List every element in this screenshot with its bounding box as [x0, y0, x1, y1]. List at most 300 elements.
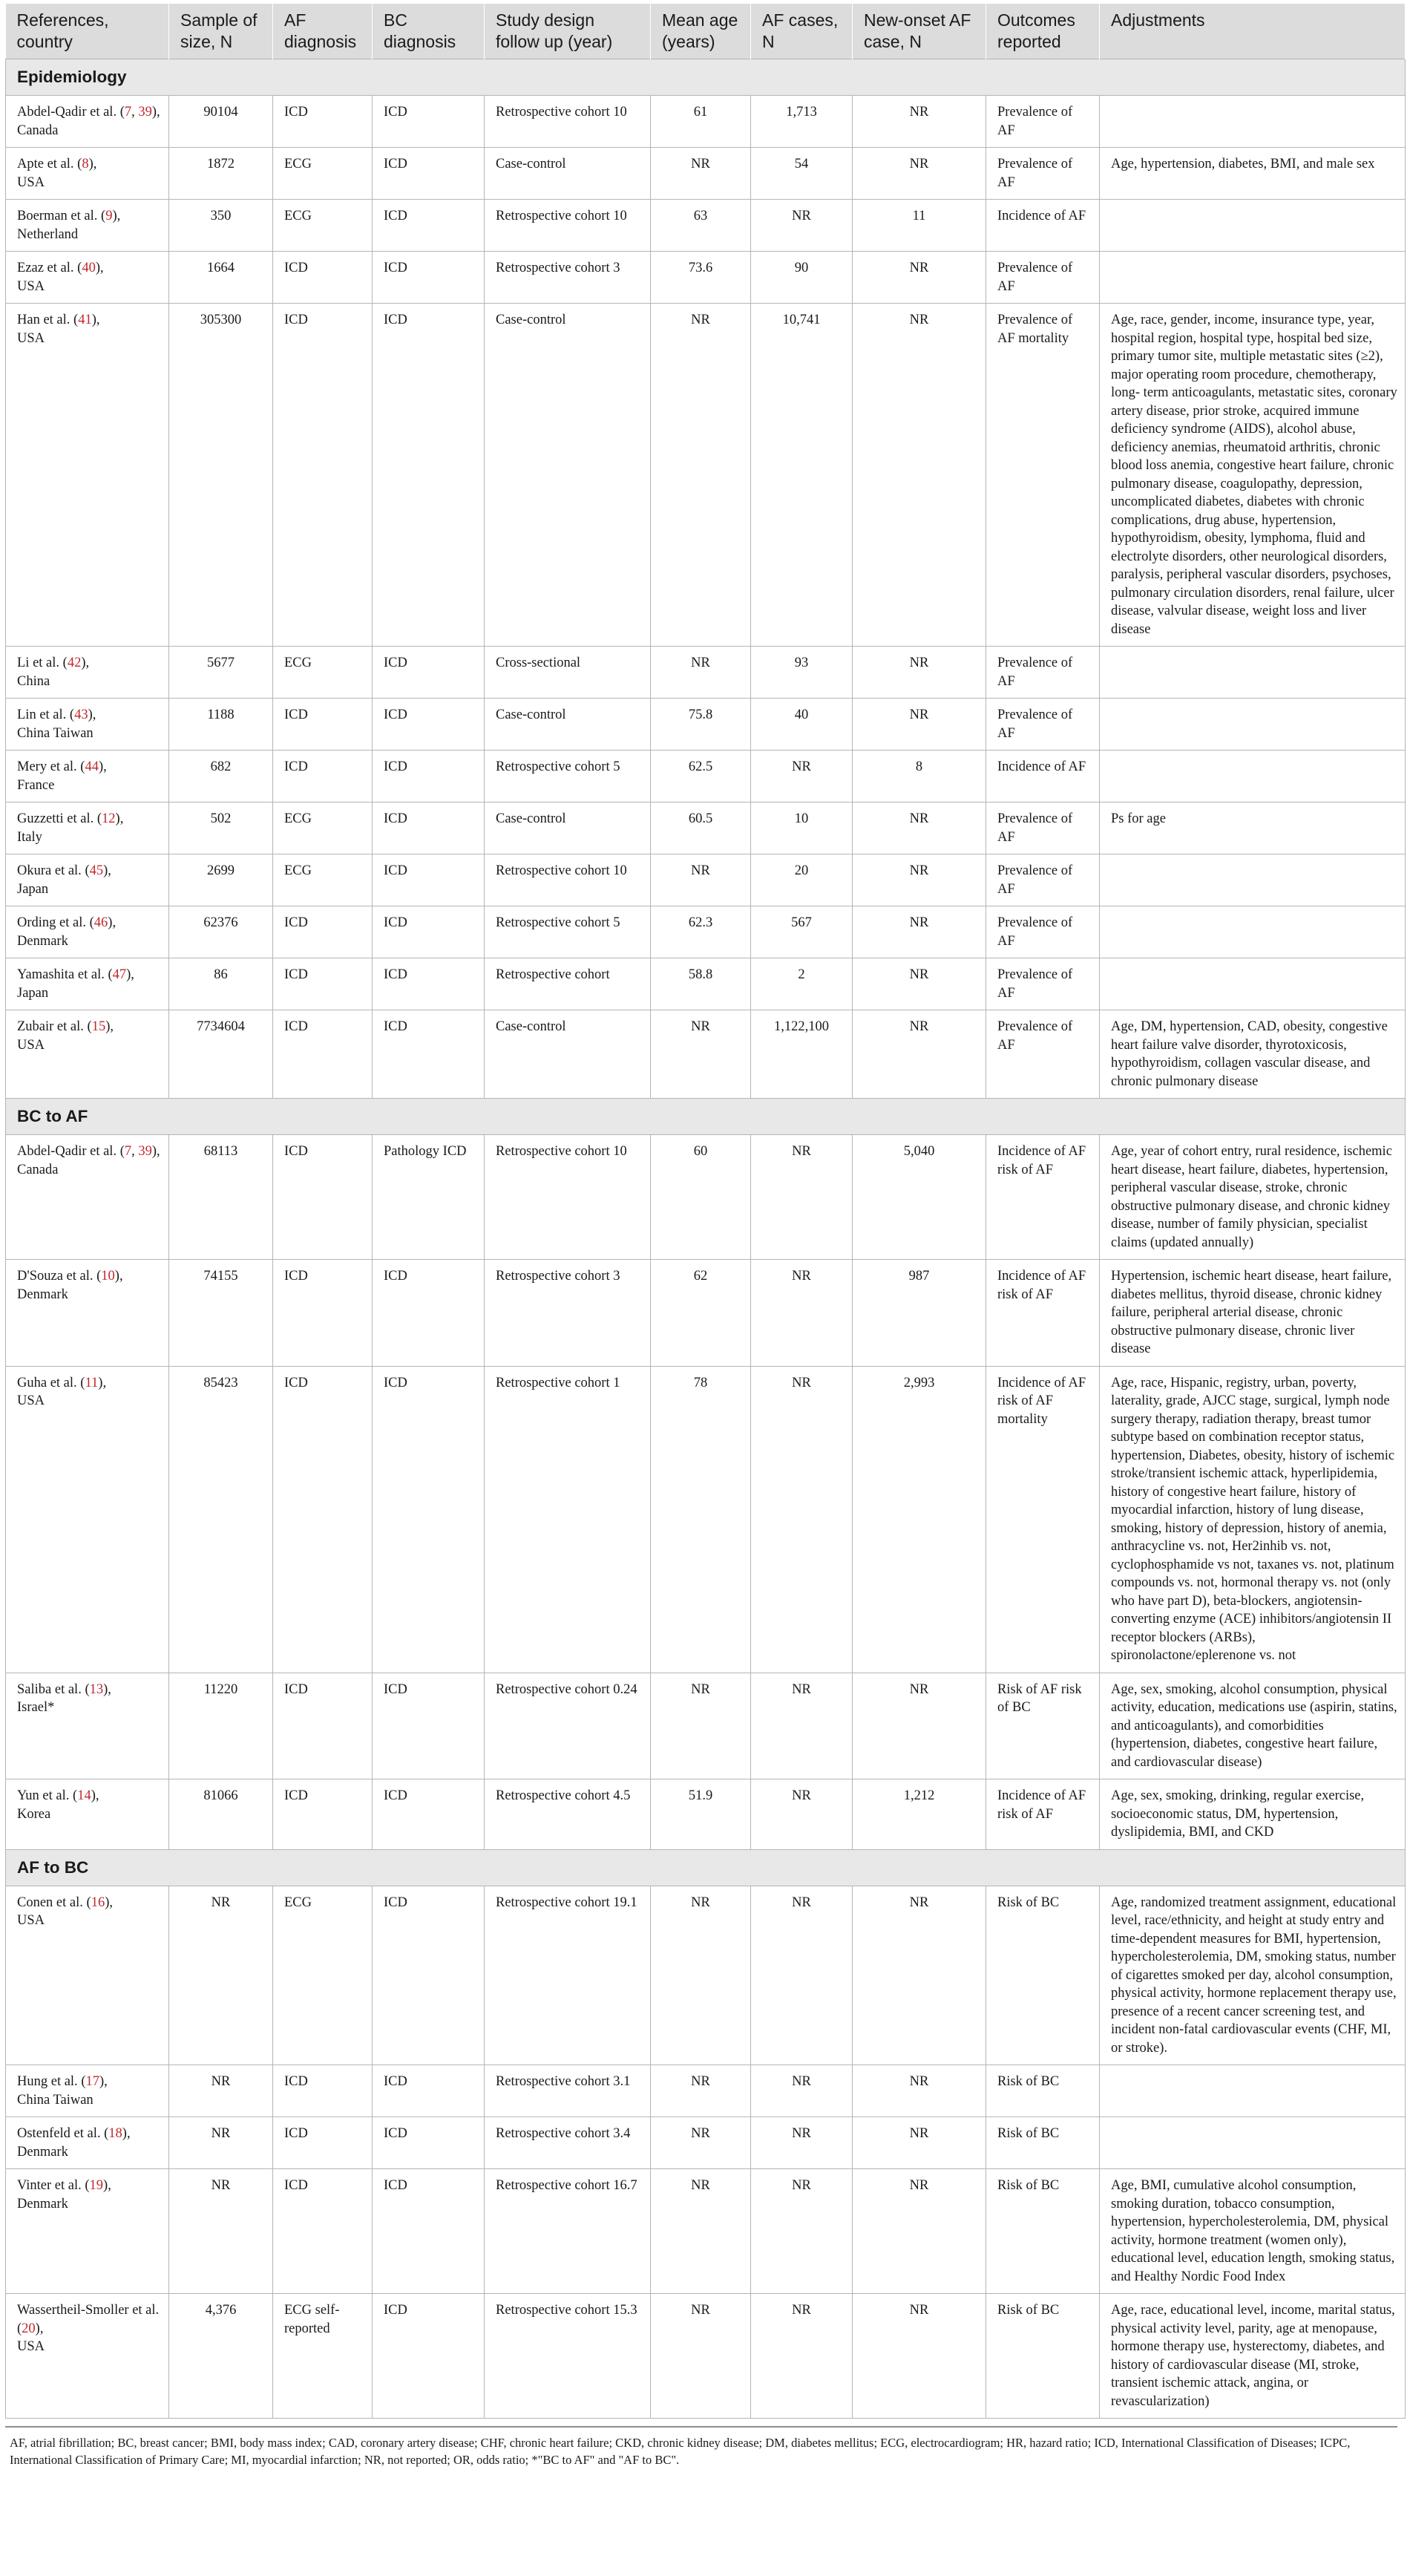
column-header-adjustments: Adjustments: [1100, 4, 1406, 59]
table-row: [6, 699, 1406, 751]
af-cases-cell: NR: [751, 1260, 853, 1367]
new-onset-af-cell: NR: [853, 699, 986, 751]
citation-link[interactable]: 41: [78, 313, 92, 327]
bc-diagnosis-cell: ICD: [373, 958, 485, 1010]
reference-cell: Apte et al. (8), USA: [6, 148, 169, 200]
reference-country: Netherland: [17, 226, 79, 242]
mean-age-cell: NR: [651, 148, 751, 200]
af-cases-cell: 93: [751, 647, 853, 699]
new-onset-af-cell: NR: [853, 1673, 986, 1779]
study-table-page: [5, 4, 1405, 2468]
af-cases-cell: NR: [751, 751, 853, 802]
mean-age-cell: 51.9: [651, 1779, 751, 1850]
adjustments-cell: [1100, 751, 1406, 802]
reference-authors: Yamashita et al.: [17, 967, 105, 982]
af-cases-cell: NR: [751, 2065, 853, 2117]
mean-age-cell: NR: [651, 1673, 751, 1779]
study-characteristics-table: [5, 4, 1406, 2419]
reference-cell: Boerman et al. (9), Netherland: [6, 200, 169, 252]
bc-diagnosis-cell: ICD: [373, 2169, 485, 2294]
adjustments-cell: [1100, 200, 1406, 252]
outcomes-cell: Incidence of AF risk of AF: [986, 1135, 1100, 1260]
reference-authors: Boerman et al.: [17, 209, 98, 223]
outcomes-cell: Prevalence of AF: [986, 96, 1100, 148]
citation-link[interactable]: 45: [89, 863, 104, 878]
af-cases-cell: NR: [751, 1673, 853, 1779]
reference-country: Denmark: [17, 933, 68, 949]
af-diagnosis-cell: ICD: [273, 1260, 373, 1367]
bc-diagnosis-cell: ICD: [373, 1886, 485, 2065]
mean-age-cell: NR: [651, 2117, 751, 2169]
af-diagnosis-cell: ICD: [273, 2169, 373, 2294]
mean-age-cell: 60: [651, 1135, 751, 1260]
new-onset-af-cell: NR: [853, 1010, 986, 1099]
study-design-cell: Retrospective cohort 0.24: [485, 1673, 651, 1779]
mean-age-cell: NR: [651, 2065, 751, 2117]
sample-size-cell: 7734604: [169, 1010, 273, 1099]
sample-size-cell: NR: [169, 2169, 273, 2294]
sample-size-cell: 682: [169, 751, 273, 802]
outcomes-cell: Prevalence of AF mortality: [986, 304, 1100, 647]
af-diagnosis-cell: ECG: [273, 647, 373, 699]
bc-diagnosis-cell: ICD: [373, 148, 485, 200]
reference-authors: Ezaz et al.: [17, 261, 74, 275]
column-header-study-design: Study design follow up (year): [485, 4, 651, 59]
new-onset-af-cell: NR: [853, 2169, 986, 2294]
adjustments-cell: Age, BMI, cumulative alcohol consumption, smoking duration, tobacco consumption, hypertension, hypercholesterolemia, DM, physical activity, hormone treatment (women only), educational level, education length, smoking status, and Healthy Nordic Food Index: [1100, 2169, 1406, 2294]
bc-diagnosis-cell: ICD: [373, 252, 485, 304]
bc-diagnosis-cell: ICD: [373, 96, 485, 148]
bc-diagnosis-cell: ICD: [373, 2117, 485, 2169]
table-row: [6, 958, 1406, 1010]
af-cases-cell: 1,122,100: [751, 1010, 853, 1099]
af-cases-cell: 10,741: [751, 304, 853, 647]
reference-country: USA: [17, 1913, 45, 1928]
table-row: [6, 2065, 1406, 2117]
study-design-cell: Cross-sectional: [485, 647, 651, 699]
citation-link[interactable]: 15: [91, 1019, 106, 1034]
reference-authors: Han et al.: [17, 313, 70, 327]
citation-link[interactable]: 39: [138, 1144, 152, 1159]
outcomes-cell: Risk of BC: [986, 2117, 1100, 2169]
new-onset-af-cell: NR: [853, 854, 986, 906]
citation-link[interactable]: 42: [67, 656, 82, 670]
mean-age-cell: NR: [651, 2294, 751, 2419]
bc-diagnosis-cell: Pathology ICD: [373, 1135, 485, 1260]
adjustments-cell: [1100, 958, 1406, 1010]
reference-cell: D'Souza et al. (10), Denmark: [6, 1260, 169, 1367]
bc-diagnosis-cell: ICD: [373, 1779, 485, 1850]
adjustments-cell: Age, randomized treatment assignment, educational level, race/ethnicity, and height at study entry and time-dependent measures for BMI, hypertension, hypercholesterolemia, DM, smoking status, number of cigarettes smoked per day, alcohol consumption, physical activity, hormone replacement therapy use, presence of a recent cancer screening test, and incident non-fatal cardiovascular events (CHF, MI, or stroke).: [1100, 1886, 1406, 2065]
study-design-cell: Retrospective cohort 19.1: [485, 1886, 651, 2065]
new-onset-af-cell: NR: [853, 96, 986, 148]
af-cases-cell: NR: [751, 1779, 853, 1850]
reference-cell: Mery et al. (44), France: [6, 751, 169, 802]
citation-link[interactable]: 7: [124, 1144, 132, 1159]
mean-age-cell: 75.8: [651, 699, 751, 751]
citation-link[interactable]: 11: [85, 1375, 99, 1390]
study-design-cell: Retrospective cohort 5: [485, 751, 651, 802]
af-diagnosis-cell: ECG self-reported: [273, 2294, 373, 2419]
outcomes-cell: Risk of BC: [986, 2169, 1100, 2294]
reference-authors: Abdel-Qadir et al.: [17, 105, 117, 120]
adjustments-cell: [1100, 2065, 1406, 2117]
af-diagnosis-cell: ICD: [273, 2065, 373, 2117]
reference-cell: Abdel-Qadir et al. (7, 39), Canada: [6, 1135, 169, 1260]
reference-authors: Yun et al.: [17, 1788, 70, 1803]
section-title: Epidemiology: [6, 59, 1406, 96]
table-body: [6, 59, 1406, 2419]
new-onset-af-cell: 2,993: [853, 1366, 986, 1673]
outcomes-cell: Prevalence of AF: [986, 1010, 1100, 1099]
mean-age-cell: NR: [651, 304, 751, 647]
af-diagnosis-cell: ECG: [273, 200, 373, 252]
af-diagnosis-cell: ICD: [273, 252, 373, 304]
new-onset-af-cell: 987: [853, 1260, 986, 1367]
mean-age-cell: 62.3: [651, 906, 751, 958]
af-cases-cell: NR: [751, 2169, 853, 2294]
bc-diagnosis-cell: ICD: [373, 751, 485, 802]
reference-authors: Conen et al.: [17, 1895, 83, 1910]
citation-link[interactable]: 13: [89, 1681, 104, 1697]
reference-country: Japan: [17, 881, 49, 897]
outcomes-cell: Prevalence of AF: [986, 854, 1100, 906]
reference-cell: Vinter et al. (19), Denmark: [6, 2169, 169, 2294]
af-diagnosis-cell: ICD: [273, 958, 373, 1010]
table-row: [6, 1779, 1406, 1850]
citation-link[interactable]: 20: [22, 2321, 36, 2336]
af-diagnosis-cell: ICD: [273, 1779, 373, 1850]
reference-cell: Lin et al. (43), China Taiwan: [6, 699, 169, 751]
bc-diagnosis-cell: ICD: [373, 802, 485, 854]
reference-country: USA: [17, 174, 45, 190]
citation-link[interactable]: 44: [85, 759, 99, 774]
reference-country: Korea: [17, 1806, 51, 1822]
table-row: [6, 304, 1406, 647]
reference-cell: Abdel-Qadir et al. (7, 39), Canada: [6, 96, 169, 148]
reference-authors: Ording et al.: [17, 915, 86, 930]
bc-diagnosis-cell: ICD: [373, 200, 485, 252]
outcomes-cell: Incidence of AF risk of AF: [986, 1779, 1100, 1850]
adjustments-cell: [1100, 854, 1406, 906]
study-design-cell: Retrospective cohort 15.3: [485, 2294, 651, 2419]
outcomes-cell: Prevalence of AF: [986, 148, 1100, 200]
af-diagnosis-cell: ICD: [273, 1673, 373, 1779]
reference-country: Canada: [17, 122, 59, 138]
bc-diagnosis-cell: ICD: [373, 699, 485, 751]
reference-cell: Wassertheil-Smoller et al. (20), USA: [6, 2294, 169, 2419]
outcomes-cell: Prevalence of AF: [986, 252, 1100, 304]
outcomes-cell: Risk of BC: [986, 1886, 1100, 2065]
citation-link[interactable]: 7: [124, 105, 132, 120]
new-onset-af-cell: NR: [853, 647, 986, 699]
new-onset-af-cell: NR: [853, 958, 986, 1010]
study-design-cell: Retrospective cohort: [485, 958, 651, 1010]
af-cases-cell: 20: [751, 854, 853, 906]
reference-country: Denmark: [17, 1287, 68, 1302]
study-design-cell: Retrospective cohort 5: [485, 906, 651, 958]
adjustments-cell: Age, sex, smoking, alcohol consumption, physical activity, education, medications use (aspirin, statins, and anticoagulants), and comorbidities (hypertension, diabetes, congestive heart failure, and cardiovascular disease): [1100, 1673, 1406, 1779]
table-row: [6, 2117, 1406, 2169]
table-row: [6, 2294, 1406, 2419]
new-onset-af-cell: NR: [853, 148, 986, 200]
bc-diagnosis-cell: ICD: [373, 304, 485, 647]
outcomes-cell: Risk of AF risk of BC: [986, 1673, 1100, 1779]
table-row: [6, 252, 1406, 304]
study-design-cell: Retrospective cohort 4.5: [485, 1779, 651, 1850]
adjustments-cell: [1100, 699, 1406, 751]
bc-diagnosis-cell: ICD: [373, 1010, 485, 1099]
af-diagnosis-cell: ICD: [273, 751, 373, 802]
table-footnote: AF, atrial fibrillation; BC, breast cancer; BMI, body mass index; CAD, coronary artery disease; CHF, chronic heart failure; CKD, chronic kidney disease; DM, diabetes mellitus; ECG, electrocardiogram; HR, hazard ratio; ICD, International Classification of Diseases; ICPC, International Classification of Primary Care; MI, myocardial infarction; NR, not reported; OR, odds ratio; *"BC to AF" and "AF to BC".: [5, 2426, 1397, 2468]
citation-link[interactable]: 40: [82, 261, 96, 275]
new-onset-af-cell: NR: [853, 304, 986, 647]
citation-link[interactable]: 12: [102, 811, 116, 826]
citation-link[interactable]: 16: [91, 1895, 105, 1910]
study-design-cell: Retrospective cohort 3: [485, 252, 651, 304]
bc-diagnosis-cell: ICD: [373, 2294, 485, 2419]
table-row: [6, 802, 1406, 854]
sample-size-cell: 68113: [169, 1135, 273, 1260]
reference-authors: Wassertheil-Smoller et al.: [17, 2303, 160, 2318]
bc-diagnosis-cell: ICD: [373, 647, 485, 699]
af-cases-cell: 90: [751, 252, 853, 304]
new-onset-af-cell: NR: [853, 1886, 986, 2065]
sample-size-cell: 86: [169, 958, 273, 1010]
sample-size-cell: 1188: [169, 699, 273, 751]
sample-size-cell: 5677: [169, 647, 273, 699]
af-cases-cell: 567: [751, 906, 853, 958]
new-onset-af-cell: 8: [853, 751, 986, 802]
af-diagnosis-cell: ICD: [273, 699, 373, 751]
outcomes-cell: Incidence of AF: [986, 200, 1100, 252]
sample-size-cell: 2699: [169, 854, 273, 906]
outcomes-cell: Prevalence of AF: [986, 802, 1100, 854]
reference-cell: Conen et al. (16), USA: [6, 1886, 169, 2065]
citation-link[interactable]: 14: [77, 1788, 91, 1803]
citation-link[interactable]: 8: [82, 157, 89, 171]
outcomes-cell: Prevalence of AF: [986, 906, 1100, 958]
column-header-references: References, country: [6, 4, 169, 59]
sample-size-cell: 85423: [169, 1366, 273, 1673]
study-design-cell: Retrospective cohort 3.4: [485, 2117, 651, 2169]
af-diagnosis-cell: ECG: [273, 802, 373, 854]
af-diagnosis-cell: ICD: [273, 2117, 373, 2169]
adjustments-cell: Age, DM, hypertension, CAD, obesity, congestive heart failure valve disorder, thyrotoxicosis, hypothyroidism, collagen vascular disease, and chronic pulmonary disease: [1100, 1010, 1406, 1099]
bc-diagnosis-cell: ICD: [373, 1366, 485, 1673]
outcomes-cell: Prevalence of AF: [986, 958, 1100, 1010]
sample-size-cell: 81066: [169, 1779, 273, 1850]
bc-diagnosis-cell: ICD: [373, 1260, 485, 1367]
adjustments-cell: Age, hypertension, diabetes, BMI, and male sex: [1100, 148, 1406, 200]
table-row: [6, 148, 1406, 200]
adjustments-cell: [1100, 906, 1406, 958]
study-design-cell: Retrospective cohort 16.7: [485, 2169, 651, 2294]
mean-age-cell: 63: [651, 200, 751, 252]
citation-link[interactable]: 46: [94, 915, 108, 930]
study-design-cell: Retrospective cohort 3: [485, 1260, 651, 1367]
reference-authors: Abdel-Qadir et al.: [17, 1144, 117, 1159]
table-row: [6, 1135, 1406, 1260]
af-cases-cell: 10: [751, 802, 853, 854]
new-onset-af-cell: NR: [853, 906, 986, 958]
adjustments-cell: Hypertension, ischemic heart disease, heart failure, diabetes mellitus, thyroid disease, chronic kidney failure, peripheral arterial disease, chronic obstructive pulmonary disease, chronic liver disease: [1100, 1260, 1406, 1367]
mean-age-cell: 60.5: [651, 802, 751, 854]
af-diagnosis-cell: ICD: [273, 1135, 373, 1260]
af-diagnosis-cell: ICD: [273, 906, 373, 958]
mean-age-cell: NR: [651, 854, 751, 906]
bc-diagnosis-cell: ICD: [373, 854, 485, 906]
reference-country: USA: [17, 1037, 45, 1053]
sample-size-cell: 4,376: [169, 2294, 273, 2419]
adjustments-cell: [1100, 96, 1406, 148]
table-row: [6, 1673, 1406, 1779]
table-row: [6, 1366, 1406, 1673]
adjustments-cell: [1100, 252, 1406, 304]
outcomes-cell: Prevalence of AF: [986, 699, 1100, 751]
reference-country: USA: [17, 1393, 45, 1408]
reference-country: China Taiwan: [17, 725, 94, 741]
study-design-cell: Case-control: [485, 802, 651, 854]
sample-size-cell: NR: [169, 2117, 273, 2169]
new-onset-af-cell: 11: [853, 200, 986, 252]
citation-link[interactable]: 18: [108, 2126, 122, 2141]
af-cases-cell: NR: [751, 1135, 853, 1260]
mean-age-cell: 73.6: [651, 252, 751, 304]
adjustments-cell: [1100, 647, 1406, 699]
section-row: [6, 1849, 1406, 1886]
outcomes-cell: Prevalence of AF: [986, 647, 1100, 699]
column-header-sample-size: Sample of size, N: [169, 4, 273, 59]
reference-authors: Li et al.: [17, 656, 60, 670]
reference-authors: Guzzetti et al.: [17, 811, 94, 826]
column-header-new-onset-af: New-onset AF case, N: [853, 4, 986, 59]
reference-country: Canada: [17, 1162, 59, 1177]
reference-country: China: [17, 673, 50, 689]
citation-link[interactable]: 39: [138, 105, 152, 120]
reference-country: China Taiwan: [17, 2092, 94, 2108]
reference-cell: Guzzetti et al. (12), Italy: [6, 802, 169, 854]
mean-age-cell: 78: [651, 1366, 751, 1673]
reference-authors: Saliba et al.: [17, 1681, 82, 1697]
mean-age-cell: 62: [651, 1260, 751, 1367]
sample-size-cell: 1872: [169, 148, 273, 200]
reference-cell: Li et al. (42), China: [6, 647, 169, 699]
adjustments-cell: Age, race, Hispanic, registry, urban, poverty, laterality, grade, AJCC stage, surgical, lymph node surgery therapy, radiation therapy, breast tumor subtype based on combination receptor status, hypertension, Diabetes, obesity, history of ischemic stroke/transient ischemic attack, hyperlipidemia, history of congestive heart failure, history of myocardial infarction, history of lung disease, smoking, history of depression, history of anemia, anthracycline vs. not, Her2inhib vs. not, cyclophosphamide vs not, taxanes vs. not, platinum compounds vs. not, hormonal therapy vs. not (only who have part D), beta-blockers, angiotensin-converting enzyme (ACE) inhibitors/angiotensin II receptor blockers (ARBs), spironolactone/eplerenone vs. not: [1100, 1366, 1406, 1673]
reference-cell: Ezaz et al. (40), USA: [6, 252, 169, 304]
outcomes-cell: Incidence of AF: [986, 751, 1100, 802]
citation-link[interactable]: 9: [105, 209, 113, 223]
sample-size-cell: 90104: [169, 96, 273, 148]
sample-size-cell: NR: [169, 1886, 273, 2065]
new-onset-af-cell: 5,040: [853, 1135, 986, 1260]
citation-link[interactable]: 10: [101, 1269, 115, 1284]
reference-cell: Ording et al. (46), Denmark: [6, 906, 169, 958]
mean-age-cell: NR: [651, 2169, 751, 2294]
outcomes-cell: Risk of BC: [986, 2065, 1100, 2117]
outcomes-cell: Risk of BC: [986, 2294, 1100, 2419]
reference-authors: Ostenfeld et al.: [17, 2126, 101, 2141]
af-diagnosis-cell: ICD: [273, 1010, 373, 1099]
af-cases-cell: NR: [751, 200, 853, 252]
mean-age-cell: NR: [651, 1886, 751, 2065]
af-cases-cell: 40: [751, 699, 853, 751]
bc-diagnosis-cell: ICD: [373, 906, 485, 958]
study-design-cell: Retrospective cohort 1: [485, 1366, 651, 1673]
citation-link[interactable]: 43: [74, 707, 88, 722]
reference-authors: Apte et al.: [17, 157, 74, 171]
reference-authors: Guha et al.: [17, 1375, 77, 1390]
reference-cell: Okura et al. (45), Japan: [6, 854, 169, 906]
citation-link[interactable]: 17: [85, 2074, 99, 2089]
reference-cell: Yamashita et al. (47), Japan: [6, 958, 169, 1010]
study-design-cell: Retrospective cohort 10: [485, 200, 651, 252]
reference-country: Denmark: [17, 2196, 68, 2211]
adjustments-cell: Age, sex, smoking, drinking, regular exercise, socioeconomic status, DM, hypertension, dyslipidemia, BMI, and CKD: [1100, 1779, 1406, 1850]
af-cases-cell: NR: [751, 1366, 853, 1673]
reference-authors: Lin et al.: [17, 707, 67, 722]
sample-size-cell: NR: [169, 2065, 273, 2117]
mean-age-cell: 61: [651, 96, 751, 148]
column-header-af-cases: AF cases, N: [751, 4, 853, 59]
new-onset-af-cell: NR: [853, 802, 986, 854]
column-header-mean-age: Mean age (years): [651, 4, 751, 59]
reference-cell: Hung et al. (17), China Taiwan: [6, 2065, 169, 2117]
section-title: AF to BC: [6, 1849, 1406, 1886]
reference-country: USA: [17, 278, 45, 294]
reference-authors: Hung et al.: [17, 2074, 78, 2089]
reference-authors: D'Souza et al.: [17, 1269, 94, 1284]
reference-country: Italy: [17, 829, 42, 845]
column-header-af-diagnosis: AF diagnosis: [273, 4, 373, 59]
reference-cell: Ostenfeld et al. (18), Denmark: [6, 2117, 169, 2169]
citation-link[interactable]: 47: [112, 967, 127, 982]
sample-size-cell: 350: [169, 200, 273, 252]
section-title: BC to AF: [6, 1099, 1406, 1135]
af-cases-cell: 2: [751, 958, 853, 1010]
column-header-bc-diagnosis: BC diagnosis: [373, 4, 485, 59]
reference-cell: Han et al. (41), USA: [6, 304, 169, 647]
table-row: [6, 854, 1406, 906]
reference-authors: Vinter et al.: [17, 2178, 82, 2193]
af-cases-cell: NR: [751, 1886, 853, 2065]
table-row: [6, 1010, 1406, 1099]
af-diagnosis-cell: ICD: [273, 96, 373, 148]
mean-age-cell: NR: [651, 647, 751, 699]
sample-size-cell: 74155: [169, 1260, 273, 1367]
column-header-outcomes: Outcomes reported: [986, 4, 1100, 59]
af-cases-cell: NR: [751, 2294, 853, 2419]
adjustments-cell: [1100, 2117, 1406, 2169]
table-row: [6, 1260, 1406, 1367]
reference-cell: Zubair et al. (15), USA: [6, 1010, 169, 1099]
sample-size-cell: 502: [169, 802, 273, 854]
table-row: [6, 2169, 1406, 2294]
adjustments-cell: Age, race, gender, income, insurance type, year, hospital region, hospital type, hospital bed size, primary tumor site, multiple metastatic sites (≥2), major operating room procedure, chemotherapy, long- term anticoagulants, metastatic sites, coronary artery disease, prior stroke, acquired immune deficiency syndrome (AIDS), alcohol abuse, deficiency anemias, rheumatoid arthritis, chronic blood loss anemia, congestive heart failure, chronic pulmonary disease, coagulopathy, depression, uncomplicated diabetes, diabetes with chronic complications, drug abuse, hypertension, hypothyroidism, obesity, lymphoma, fluid and electrolyte disorders, other neurological disorders, paralysis, peripheral vascular disorders, psychoses, pulmonary circulation disorders, renal failure, ulcer disease, valvular disease, weight loss and liver disease: [1100, 304, 1406, 647]
citation-link[interactable]: 19: [89, 2178, 104, 2193]
reference-country: Japan: [17, 985, 49, 1001]
af-diagnosis-cell: ECG: [273, 854, 373, 906]
bc-diagnosis-cell: ICD: [373, 2065, 485, 2117]
af-diagnosis-cell: ICD: [273, 304, 373, 647]
table-row: [6, 1886, 1406, 2065]
outcomes-cell: Incidence of AF risk of AF: [986, 1260, 1100, 1367]
mean-age-cell: 58.8: [651, 958, 751, 1010]
new-onset-af-cell: 1,212: [853, 1779, 986, 1850]
reference-authors: Zubair et al.: [17, 1019, 84, 1034]
study-design-cell: Case-control: [485, 1010, 651, 1099]
study-design-cell: Retrospective cohort 10: [485, 96, 651, 148]
